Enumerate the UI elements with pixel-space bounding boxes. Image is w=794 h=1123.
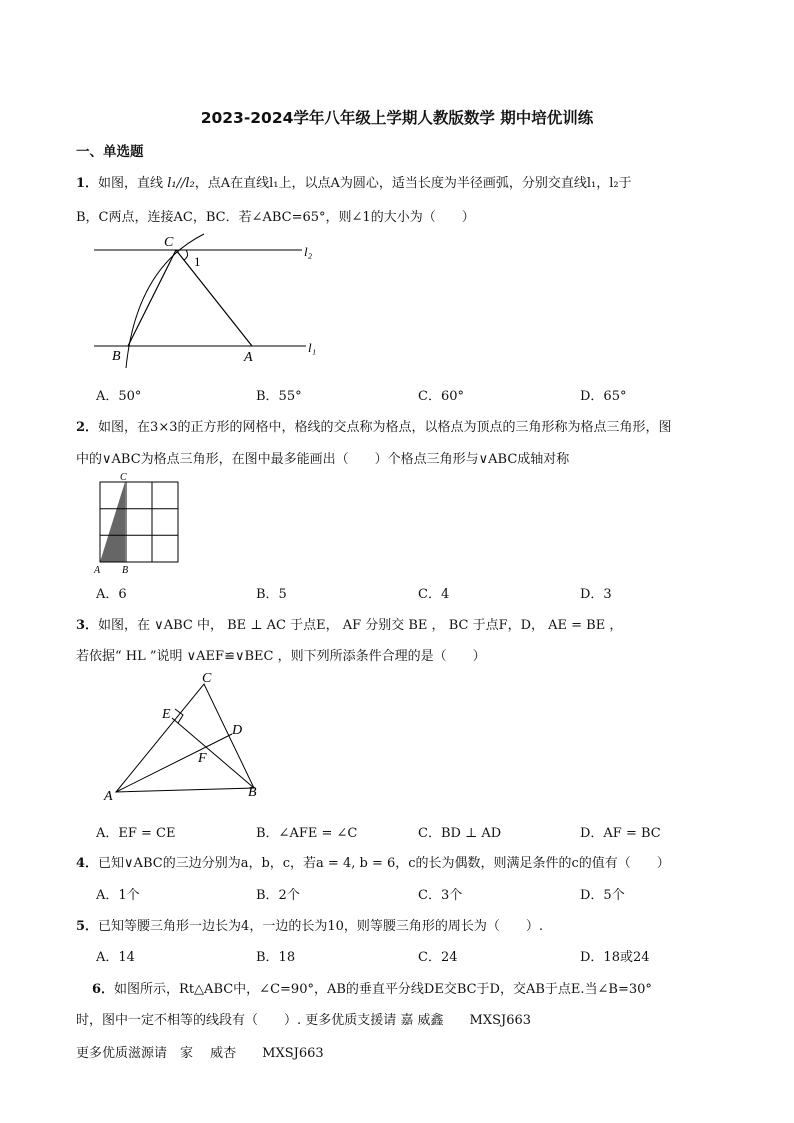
q5-option-d: D．18或24 bbox=[580, 950, 650, 965]
q1-option-a: A．50° bbox=[96, 389, 142, 404]
q5-option-b: B．18 bbox=[256, 950, 296, 965]
q3-figure bbox=[100, 668, 270, 808]
label-b: B bbox=[248, 785, 257, 800]
segment-bc bbox=[128, 250, 176, 346]
label-a: A bbox=[104, 789, 113, 804]
q5-option-a: A．14 bbox=[96, 950, 135, 965]
q4-option-d: D．5个 bbox=[580, 888, 625, 903]
q4-option-b: B．2个 bbox=[256, 888, 300, 903]
question-3-line-1 bbox=[76, 614, 622, 633]
segment-ac bbox=[176, 250, 252, 346]
label-b: B bbox=[112, 349, 121, 364]
q3-option-a: A．EF = CE bbox=[96, 826, 176, 841]
q6-text: 如图所示，Rt△ABC中，∠C=90°，AB的垂直平分线DE交BC于D，交AB于点E.当∠B=30° bbox=[114, 982, 652, 997]
question-1-line-1 bbox=[76, 172, 632, 191]
question-6-line-2: 时，图中一定不相等的线段有（ ）. 更多优质支援请 嘉 威鑫 MXSJ663 bbox=[76, 1013, 532, 1028]
q2-option-b: B．5 bbox=[256, 587, 287, 602]
label-a: A bbox=[244, 350, 253, 365]
label-1: 1 bbox=[194, 254, 201, 269]
question-2-line-1 bbox=[76, 416, 671, 435]
question-5-line-1 bbox=[76, 915, 543, 934]
label-l1: l₁ bbox=[308, 340, 317, 355]
question-6-number: 6． bbox=[92, 982, 115, 997]
label-c: C bbox=[164, 235, 174, 250]
segment-ad bbox=[116, 734, 232, 792]
q1-parallel-notation: l₁//l₂ bbox=[167, 176, 195, 191]
question-1-line-2: B，C两点，连接AC，BC．若∠ABC=65°，则∠1的大小为（ ） bbox=[76, 210, 475, 225]
q2-option-c: C．4 bbox=[418, 587, 450, 602]
section-heading: 一、单选题 bbox=[76, 144, 144, 160]
label-d: D bbox=[232, 723, 243, 738]
q2-option-d: D．3 bbox=[580, 587, 612, 602]
triangle-abc-shaded bbox=[100, 482, 125, 562]
question-4-line-1 bbox=[76, 852, 670, 871]
question-5-number: 5． bbox=[76, 919, 99, 934]
q5-option-c: C．24 bbox=[418, 950, 458, 965]
q1-text-b: ，点A在直线l₁上，以点A为圆心，适当长度为半径画弧，分别交直线l₁，l₂于 bbox=[194, 176, 632, 191]
q1-text-a: 如图，直线 bbox=[98, 176, 164, 191]
label-f: F bbox=[198, 751, 207, 766]
triangle-abc bbox=[116, 684, 254, 792]
angle-1-arc bbox=[184, 250, 188, 260]
q1-option-d: D．65° bbox=[580, 389, 627, 404]
question-3-number: 3． bbox=[76, 618, 99, 633]
q4-option-c: C．3个 bbox=[418, 888, 463, 903]
question-2-number: 2． bbox=[76, 420, 99, 435]
q1-figure bbox=[86, 228, 336, 374]
q5-text: 已知等腰三角形一边长为4，一边的长为10，则等腰三角形的周长为（ ）. bbox=[98, 919, 543, 934]
q2-grid-figure bbox=[90, 470, 190, 576]
question-2-line-2: 中的∨ABC为格点三角形，在图中最多能画出（ ）个格点三角形与∨ABC成轴对称 bbox=[76, 452, 570, 467]
q3-option-b: B．∠AFE = ∠C bbox=[256, 826, 358, 841]
q3-text: 如图，在 ∨ABC 中， BE ⊥ AC 于点E， AF 分别交 BE ， BC 于点F，D， AE = BE ， bbox=[98, 618, 623, 633]
question-4-number: 4． bbox=[76, 856, 99, 871]
q1-option-c: C．60° bbox=[418, 389, 464, 404]
q4-text: 已知∨ABC的三边分别为a，b，c，若a = 4, b = 6，c的长为偶数，则满足条件的c的值有（ ） bbox=[98, 856, 670, 871]
q3-option-c: C．BD ⊥ AD bbox=[418, 826, 502, 841]
label-e: E bbox=[162, 707, 171, 722]
q1-option-b: B．55° bbox=[256, 389, 302, 404]
label-l2: l₂ bbox=[304, 244, 313, 259]
label-b: B bbox=[122, 565, 129, 576]
arc bbox=[126, 234, 204, 368]
question-6-line-1 bbox=[92, 978, 652, 997]
q4-option-a: A．1个 bbox=[96, 888, 140, 903]
page-title: 2023-2024学年八年级上学期人教版数学 期中培优训练 bbox=[200, 109, 594, 127]
label-c: C bbox=[202, 671, 212, 686]
q2-option-a: A．6 bbox=[96, 587, 127, 602]
q3-option-d: D．AF = BC bbox=[580, 826, 661, 841]
label-c: C bbox=[120, 472, 127, 483]
footer-note: 更多优质滋源请 家 威杏 MXSJ663 bbox=[76, 1046, 324, 1061]
label-a: A bbox=[94, 565, 101, 576]
q2-text: 如图，在3×3的正方形的网格中，格线的交点称为格点，以格点为顶点的三角形称为格点三角形，图 bbox=[98, 420, 672, 435]
question-3-line-2: 若依据“ HL ”说明 ∨AEF≌∨BEC ，则下列所添条件合理的是（ ） bbox=[76, 649, 486, 664]
question-1-number: 1． bbox=[76, 176, 99, 191]
